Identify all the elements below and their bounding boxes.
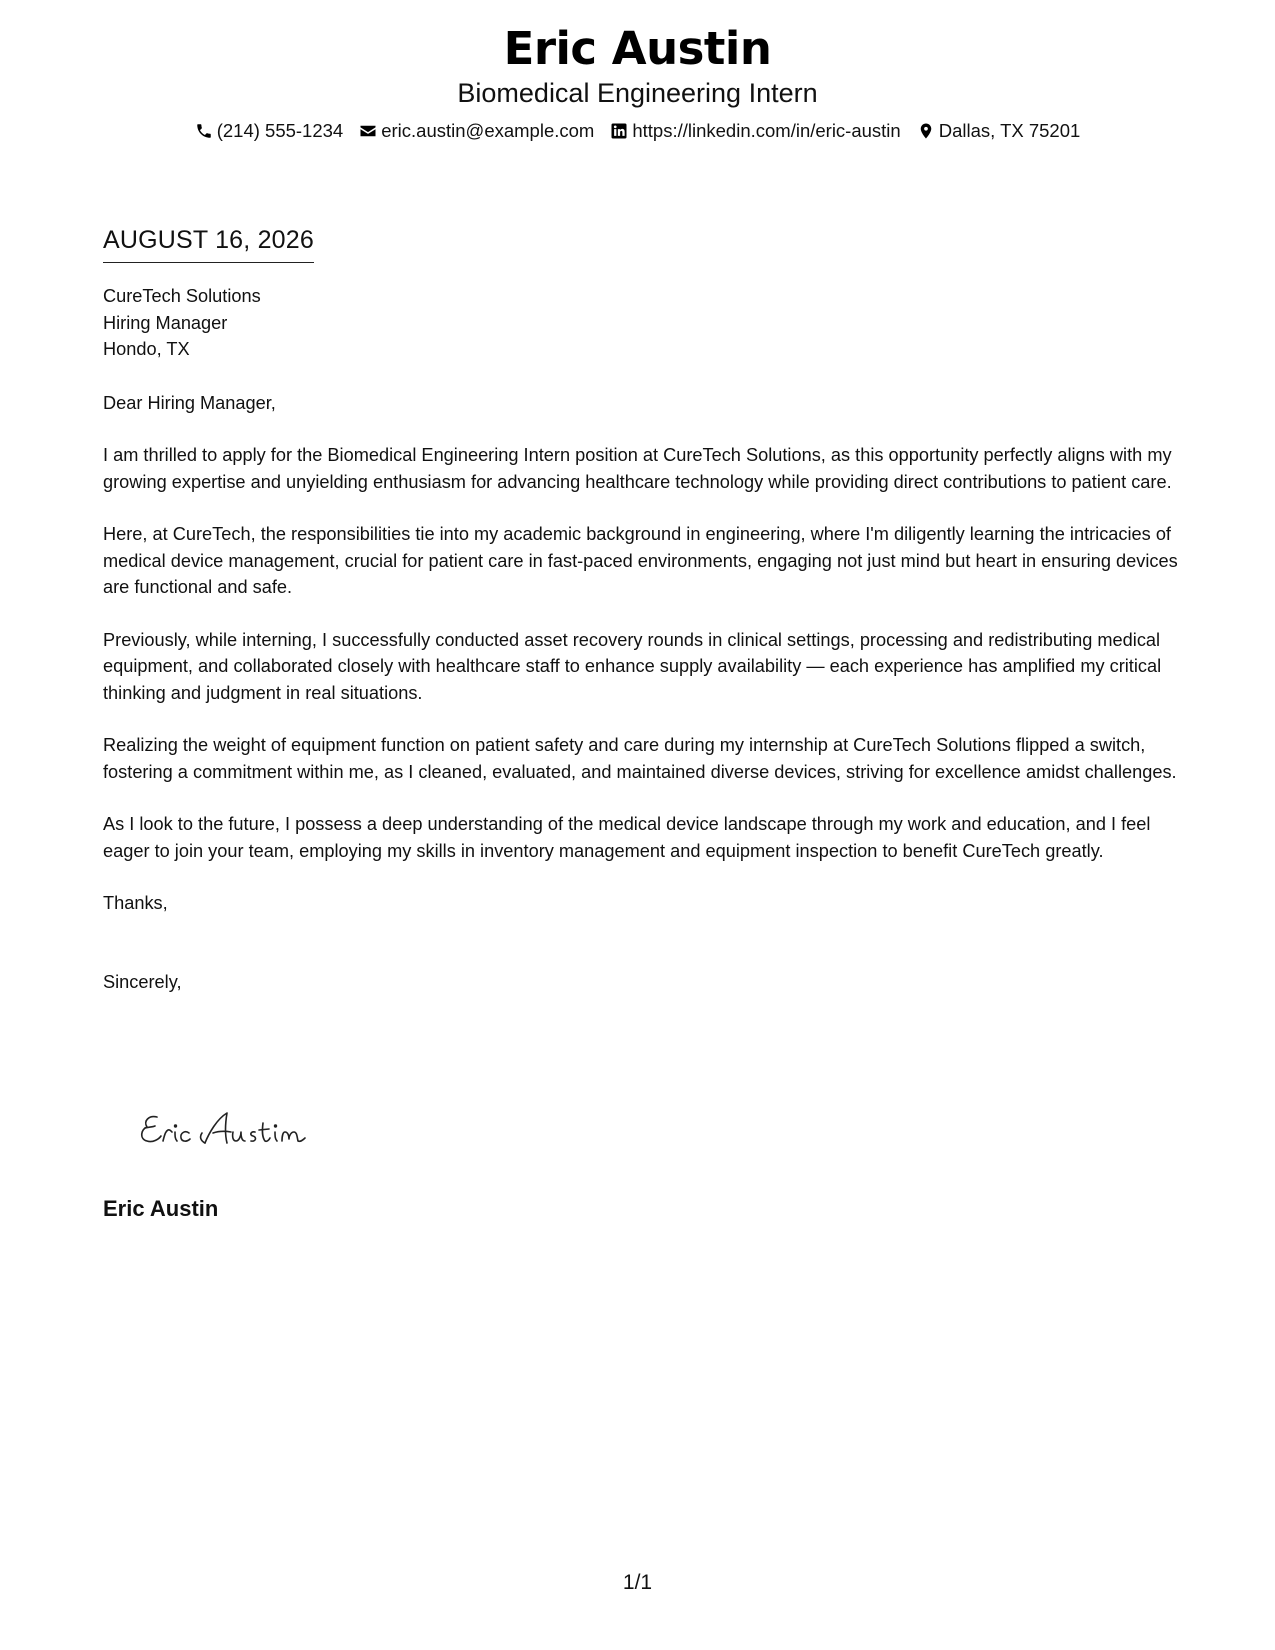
envelope-icon <box>359 122 377 140</box>
email-text: eric.austin@example.com <box>381 120 595 141</box>
recipient-contact: Hiring Manager <box>103 312 228 333</box>
paragraph: As I look to the future, I possess a deep understanding of the medical device landscape through my work and education, and I feel eager to join your team, employing my skills in inventory management and equipment inspection to benefit CureTech greatly. <box>103 814 1151 861</box>
phone-icon <box>195 122 213 140</box>
thanks-line: Thanks, <box>103 893 168 913</box>
recipient-block <box>103 283 1178 363</box>
letter-date: AUGUST 16, 2026 <box>103 224 314 263</box>
linkedin-icon <box>610 122 628 140</box>
contact-phone <box>195 118 344 144</box>
contact-email <box>359 118 594 144</box>
recipient-company: CureTech Solutions <box>103 286 261 306</box>
location-text: Dallas, TX 75201 <box>938 120 1081 141</box>
contact-linkedin <box>610 118 900 144</box>
phone-text: (214) 555-1234 <box>216 120 344 141</box>
salutation: Dear Hiring Manager, <box>103 392 276 413</box>
paragraph: Realizing the weight of equipment function on patient safety and care during my internship at CureTech Solutions flipped a switch, fostering a commitment within me, as I cleaned, evaluated, and maintained diverse devices, striving for excellence amidst challenges. <box>103 735 1177 782</box>
signature-image <box>135 1103 335 1153</box>
paragraph: Previously, while interning, I successfully conducted asset recovery rounds in clinical settings, processing and redistributing medical equipment, and collaborated closely with healthcare staff to enhance supply availability — each experience has amplified my critical thinking and judgment in real situations. <box>103 629 1162 703</box>
signed-name: Eric Austin <box>103 1196 219 1221</box>
page-number: 1/1 <box>622 1571 653 1594</box>
applicant-name: Eric Austin <box>503 22 772 75</box>
applicant-title: Biomedical Engineering Intern <box>457 78 818 108</box>
recipient-location: Hondo, TX <box>103 339 190 359</box>
paragraph: Here, at CureTech, the responsibilities tie into my academic background in engineering, where I'm diligently learning the intricacies of medical device management, crucial for patient care in fast-paced environments, engaging not just mind but heart in ensuring devices are functional and safe. <box>103 524 1178 597</box>
paragraph: I am thrilled to apply for the Biomedical Engineering Intern position at CureTech Solutions, as this opportunity perfectly aligns with my growing expertise and unyielding enthusiasm for advancing healthcare technology while providing direct contributions to patient care. <box>103 445 1172 492</box>
contact-bar <box>0 118 1275 144</box>
closing-line: Sincerely, <box>103 971 182 992</box>
contact-location <box>917 118 1081 144</box>
letter-body <box>103 283 1178 995</box>
linkedin-text: https://linkedin.com/in/eric-austin <box>632 120 901 141</box>
map-marker-icon <box>917 122 935 140</box>
letter-header <box>0 22 1275 144</box>
